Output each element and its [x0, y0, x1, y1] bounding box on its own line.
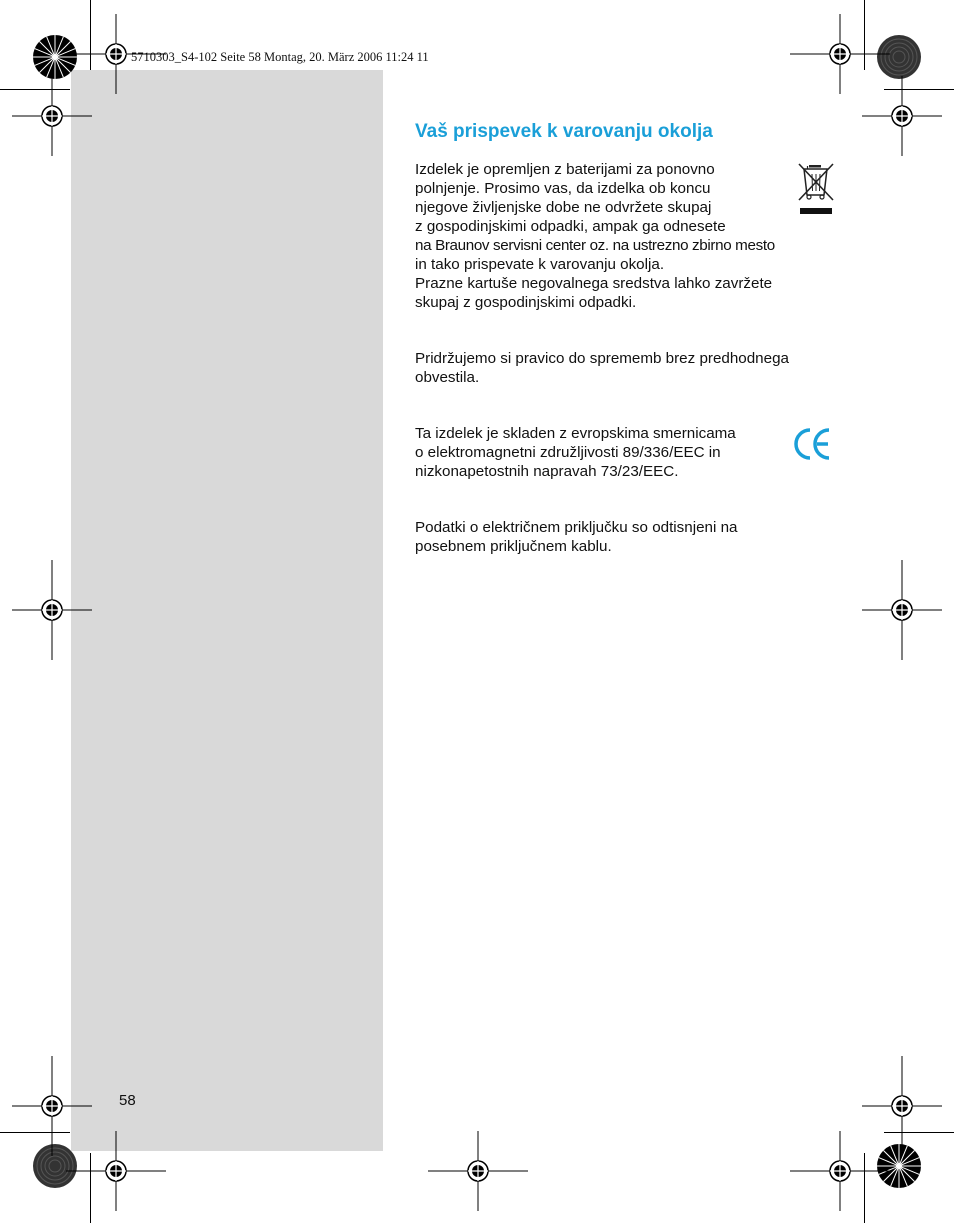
registration-mark-icon [860, 560, 944, 660]
print-header-slug: 5710303_S4-102 Seite 58 Montag, 20. März 2006 11:24 11 [131, 50, 429, 64]
registration-mark-icon [10, 74, 94, 158]
text-line: nizkonapetostnih napravah 73/23/EEC. [415, 463, 679, 480]
electrical-paragraph [415, 518, 737, 556]
registration-mark-icon [426, 1129, 530, 1213]
changes-paragraph [415, 349, 789, 387]
text-line: Podatki o električnem priključku so odtisnjeni na [415, 519, 738, 536]
text-line: njegove življenjske dobe ne odvržete skupaj [415, 199, 712, 216]
section-title: Vaš prispevek k varovanju okolja [415, 121, 713, 142]
text-line: Ta izdelek je skladen z evropskima smernicama [415, 425, 736, 442]
crossed-out-wheelie-bin-icon [797, 162, 835, 216]
gray-side-panel [71, 70, 383, 1151]
text-line: polnjenje. Prosimo vas, da izdelka ob koncu [415, 180, 711, 197]
text-line: skupaj z gospodinjskimi odpadki. [415, 294, 637, 311]
text-line: Prazne kartuše negovalnega sredstva lahko zavržete [415, 275, 773, 292]
text-line: Izdelek je opremljen z baterijami za ponovno [415, 161, 715, 178]
page-number: 58 [119, 1092, 136, 1109]
registration-mark-icon [64, 1129, 168, 1213]
text-line: na Braunov servisni center oz. na ustrezno zbirno mesto [415, 237, 775, 254]
environment-paragraph [415, 160, 775, 312]
text-line: posebnem priključnem kablu. [415, 538, 612, 555]
text-line: z gospodinjskimi odpadki, ampak ga odnesete [415, 218, 726, 235]
compliance-paragraph [415, 424, 736, 481]
registration-mark-icon [788, 1129, 892, 1213]
text-line: Pridržujemo si pravico do sprememb brez predhodnega [415, 350, 789, 367]
text-line: obvestila. [415, 369, 480, 386]
text-line: in tako prispevate k varovanju okolja. [415, 256, 665, 273]
text-line: o elektromagnetni združljivosti 89/336/EEC in [415, 444, 721, 461]
registration-mark-icon [860, 74, 944, 158]
ce-mark-icon [793, 426, 833, 462]
registration-mark-icon [10, 560, 94, 660]
